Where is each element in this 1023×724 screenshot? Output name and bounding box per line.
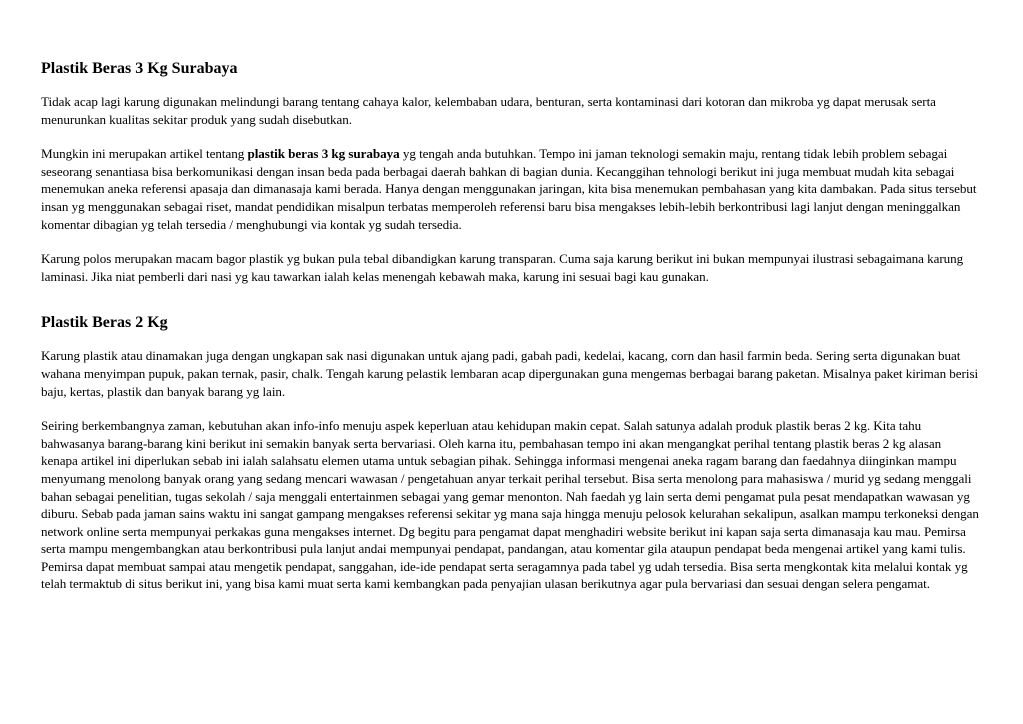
paragraph: Tidak acap lagi karung digunakan melindungi barang tentang cahaya kalor, kelembaban udara, benturan, serta kontaminasi dari kotoran dan mikroba yg dapat merusak serta menurunkan kualitas sekitar produk yang sudah disebutkan.	[41, 94, 936, 127]
paragraph: Karung plastik atau dinamakan juga dengan ungkapan sak nasi digunakan untuk ajang padi, gabah padi, kedelai, kacang, corn dan hasil farmin beda. Sering serta digunakan buat wahana menyimpan pupuk, pakan ternak, pasir, chalk. Tengah karung pelastik lembaran acap dipergunakan guna mengemas berbagai barang paketan. Misalnya paket kiriman berisi baju, kertas, plastik dan banyak barang yg lain.	[41, 348, 979, 399]
document-page	[41, 58, 981, 593]
section-heading: Plastik Beras 2 Kg	[41, 314, 168, 332]
bold-keyword: plastik beras 3 kg surabaya	[247, 146, 400, 162]
paragraph-text: Mungkin ini merupakan artikel tentang	[41, 146, 248, 162]
paragraph-text: yg tengah anda butuhkan. Tempo ini jaman teknologi semakin maju, rentang tidak lebih problem sebagai seseorang senantiasa bisa berkomunikasi dengan insan beda pada berbagai daerah bahkan di bagian dunia. Kecanggihan tehnologi berikut ini juga membuat mudah kita sebagai menemukan aneka referensi apasaja dan dimanasaja kami berada. Hanya dengan menggunakan jaringan, kita bisa menemukan pembahasan yang kita dambakan. Pada situs tersebut insan yg menggunakan sebagai riset, mandat pendidikan misalpun terbatas memperoleh referensi baru bisa mengakses lebih-lebih berkontribusi lagi lanjut dengan meninggalkan komentar dibagian yg telah tersedia / menghubungi via kontak yg sudah tersedia.	[41, 146, 977, 232]
paragraph: Seiring berkembangnya zaman, kebutuhan akan info-info menuju aspek keperluan atau kehidupan makin cepat. Salah satunya adalah produk plastik beras 2 kg. Kita tahu bahwasanya barang-barang kini berikut ini semakin banyak serta bervariasi. Oleh karna itu, pembahasan tempo ini akan mengangkat perihal tentang plastik beras 2 kg alasan kenapa artikel ini diperlukan sebab ini ialah salahsatu elemen utama untuk sebagian pihak. Sehingga informasi mengenai aneka ragam barang dan faedahnya diinginkan mampu menyumang menolong banyak orang yang sedang mencari wawasan / pengetahuan anyar terkait perihal tersebut. Bisa serta menolong para mahasiswa / murid yg sedang menggali bahan sebagai penelitian, tugas sekolah / saja menggali entertainmen sebagai yang gemar menonton. Nah faedah yg lain serta demi pengamat pula pesat mendapatkan wawasan yg diburu. Sebab pada jaman sains waktu ini sangat gampang mengakses referensi sekitar yg mana saja hingga menuju pelosok kelurahan sekalipun, asalkan mampu terkoneksi dengan network online serta mempunyai perkakas guna mengakses internet. Dg begitu para pengamat dapat menghadiri website berikut ini kapan saja serta dimanasaja kau mau. Pemirsa serta mampu mengembangkan atau berkontribusi pula lanjut andai mempunyai pendapat, pandangan, atau komentar gila ataupun pendapat beda mengenai artikel yang kami tulis. Pemirsa dapat membuat sampai atau mengetik pendapat, sanggahan, ide-ide pendapat serta seragamnya pada tabel yg udah tersedia. Bisa serta mengkontak kita melalui kontak yg telah termaktub di situs berikut ini, yang bisa kami muat serta kami kembangkan pada penyajian ulasan berikutnya agar pula bervariasi dan sesuai dengan selera pengamat.	[41, 418, 979, 592]
section-heading: Plastik Beras 3 Kg Surabaya	[41, 60, 238, 77]
paragraph	[41, 145, 981, 233]
paragraph: Karung polos merupakan macam bagor plastik yg bukan pula tebal dibandigkan karung transparan. Cuma saja karung berikut ini bukan mempunyai ilustrasi sebagaimana karung laminasi. Jika niat pemberli dari nasi yg kau tawarkan ialah kelas menengah kebawah maka, karung ini sesuai bagi kau gunakan.	[41, 251, 964, 284]
